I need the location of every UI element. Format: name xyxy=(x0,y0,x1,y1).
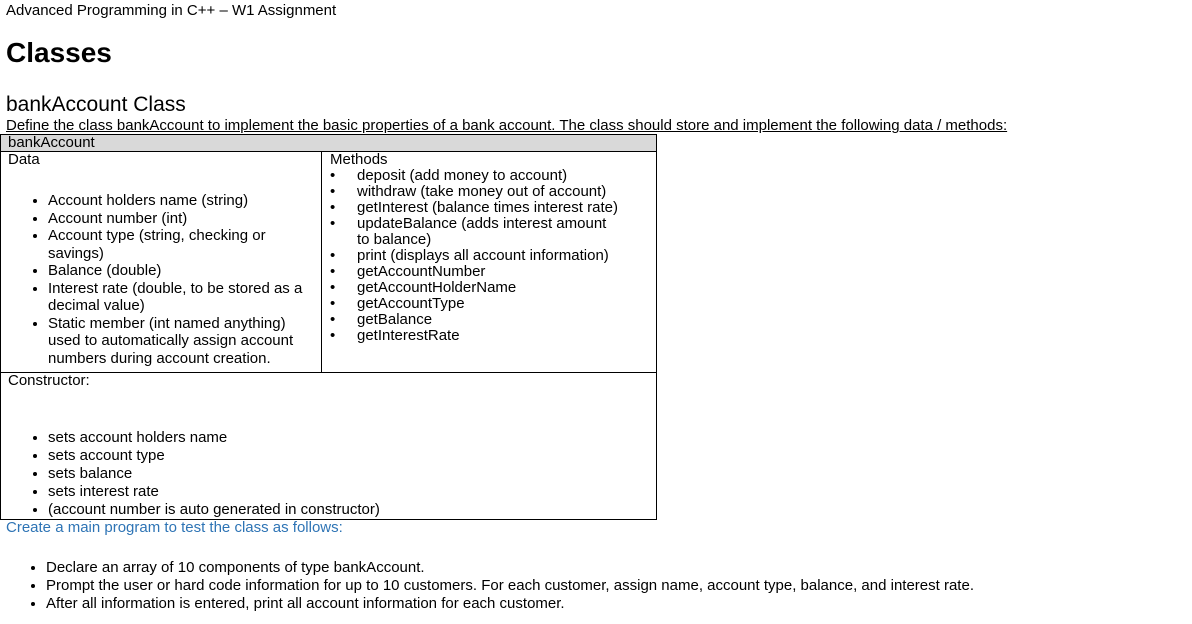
methods-cell xyxy=(322,152,657,373)
list-item: • updateBalance (adds interest amount to balance) xyxy=(330,216,656,248)
section-title: bankAccount Class xyxy=(6,93,186,116)
methods-label: Methods xyxy=(330,151,388,168)
list-item: • getBalance xyxy=(330,312,656,328)
list-item: • getAccountHolderName xyxy=(330,280,656,296)
list-item: • sets account holders name xyxy=(48,429,656,447)
intro-paragraph: Define the class bankAccount to implement the basic properties of a bank account. The class should store and implement the following data / methods: xyxy=(6,117,1008,134)
list-item: • Account holders name (string) xyxy=(48,192,321,210)
list-item: • getAccountNumber xyxy=(330,264,656,280)
list-item: • Static member (int named anything) used to automatically assign account numbers during account creation. xyxy=(48,315,321,368)
class-name: bankAccount xyxy=(8,134,95,151)
class-spec-table xyxy=(0,134,657,520)
course-header: Advanced Programming in C++ – W1 Assignment xyxy=(6,2,337,19)
main-program-list xyxy=(6,559,974,613)
main-program-heading: Create a main program to test the class as follows: xyxy=(6,519,343,536)
list-item: • deposit (add money to account) xyxy=(330,168,656,184)
list-item: • Prompt the user or hard code information for up to 10 customers. For each customer, assign name, account type, balance, and interest rate. xyxy=(46,577,974,595)
list-item: • Interest rate (double, to be stored as a decimal value) xyxy=(48,280,321,315)
constructor-cell xyxy=(1,373,657,520)
list-item: • getInterest (balance times interest rate) xyxy=(330,200,656,216)
list-item: • sets balance xyxy=(48,465,656,483)
constructor-label: Constructor: xyxy=(8,372,90,389)
list-item: • Account number (int) xyxy=(48,210,321,228)
class-name-cell xyxy=(1,135,657,152)
list-item: • Balance (double) xyxy=(48,262,321,280)
data-cell xyxy=(1,152,322,373)
list-item: • Declare an array of 10 components of type bankAccount. xyxy=(46,559,974,577)
data-list xyxy=(8,192,321,367)
list-item: • print (displays all account information) xyxy=(330,248,656,264)
list-item: • sets account type xyxy=(48,447,656,465)
list-item: • After all information is entered, print all account information for each customer. xyxy=(46,595,974,613)
list-item: • getAccountType xyxy=(330,296,656,312)
list-item: • sets interest rate xyxy=(48,483,656,501)
list-item: • Account type (string, checking or savings) xyxy=(48,227,321,262)
list-item: • withdraw (take money out of account) xyxy=(330,184,656,200)
list-item: • (account number is auto generated in constructor) xyxy=(48,501,656,519)
methods-list xyxy=(330,168,656,344)
page-title: Classes xyxy=(6,37,112,68)
list-item: • getInterestRate xyxy=(330,328,656,344)
data-label: Data xyxy=(8,151,40,168)
constructor-list xyxy=(8,429,656,519)
